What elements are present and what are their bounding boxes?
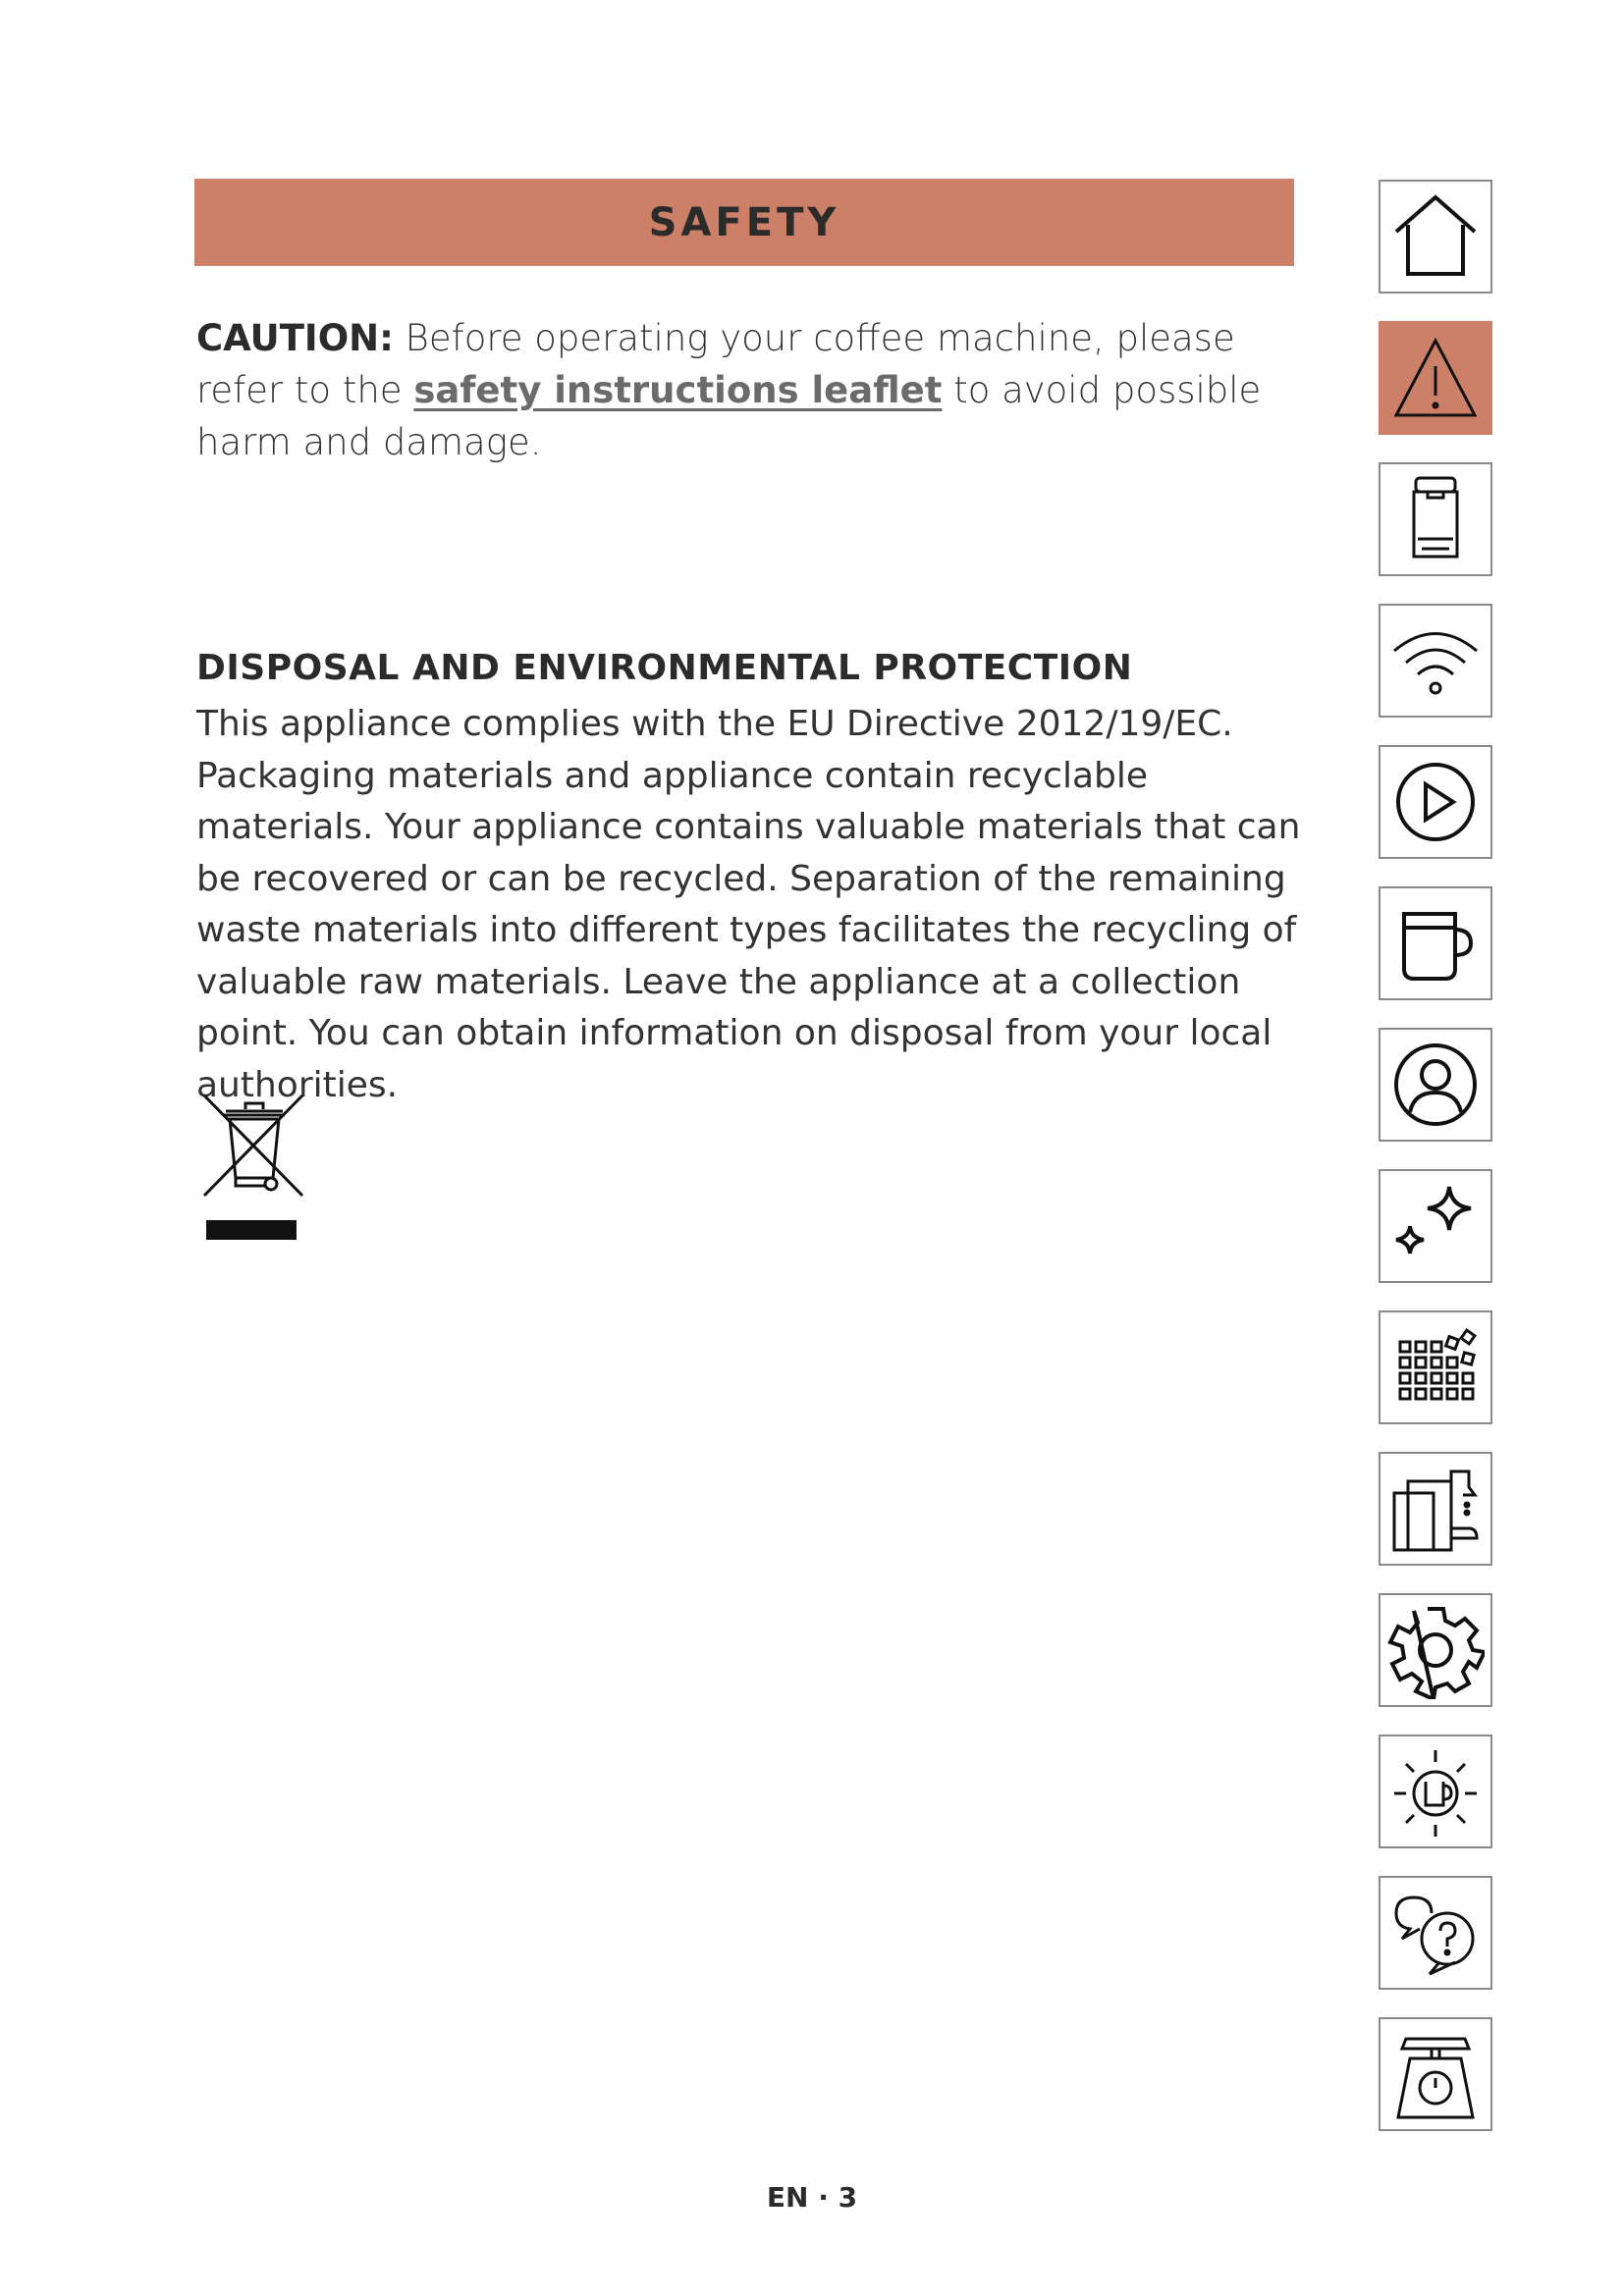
nav-machine[interactable] <box>1379 462 1492 576</box>
disposal-heading: DISPOSAL AND ENVIRONMENTAL PROTECTION <box>196 648 1133 688</box>
nav-scale[interactable] <box>1379 2017 1492 2131</box>
settings-icon <box>1386 1601 1485 1699</box>
nav-capsules[interactable] <box>1379 1310 1492 1424</box>
help-chat-icon <box>1386 1884 1485 1982</box>
home-icon <box>1386 187 1485 286</box>
mug-icon <box>1386 894 1485 992</box>
play-icon <box>1386 753 1485 851</box>
scale-icon <box>1386 2025 1485 2123</box>
nav-standby[interactable] <box>1379 1735 1492 1848</box>
nav-settings[interactable] <box>1379 1593 1492 1707</box>
disposal-paragraph: This appliance complies with the EU Directive 2012/19/EC. Packaging materials and appliance contain recyclable materials. Your appliance contains valuable materials that can be recovered or can be recycled. Separation of the remaining waste materials into different types facilitates the recycling of valuable raw materials. Leave the appliance at a collection point. You can obtain information on disposal from your local authorities. <box>196 704 1301 1105</box>
sparkle-icon <box>1386 1177 1485 1275</box>
nav-wifi[interactable] <box>1379 604 1492 718</box>
caution-label: CAUTION: <box>196 317 394 359</box>
caution-paragraph <box>196 312 1296 468</box>
page-number: EN · 3 <box>766 2181 858 2214</box>
nav-play[interactable] <box>1379 745 1492 859</box>
standby-icon <box>1386 1742 1485 1841</box>
section-header <box>194 179 1294 266</box>
user-icon <box>1386 1036 1485 1134</box>
wifi-icon <box>1386 612 1485 710</box>
crossed-out-wheelie-bin-icon <box>196 1088 310 1245</box>
nav-safety[interactable] <box>1379 321 1492 435</box>
warning-icon <box>1386 329 1485 427</box>
caution-text-before: Before operating your coffee machine, please refer to the <box>196 317 1235 411</box>
nav-mug[interactable] <box>1379 886 1492 1000</box>
capsules-icon <box>1386 1318 1485 1416</box>
descaling-icon <box>1386 1460 1485 1558</box>
caution-text-after: to avoid possible harm and damage. <box>196 369 1262 463</box>
coffee-machine-icon <box>1386 470 1485 568</box>
nav-descaling[interactable] <box>1379 1452 1492 1566</box>
section-title: SAFETY <box>648 199 840 245</box>
nav-cleaning[interactable] <box>1379 1169 1492 1283</box>
safety-leaflet-link[interactable]: safety instructions leaflet <box>413 369 943 411</box>
nav-help[interactable] <box>1379 1876 1492 1990</box>
nav-user[interactable] <box>1379 1028 1492 1142</box>
nav-home[interactable] <box>1379 180 1492 294</box>
